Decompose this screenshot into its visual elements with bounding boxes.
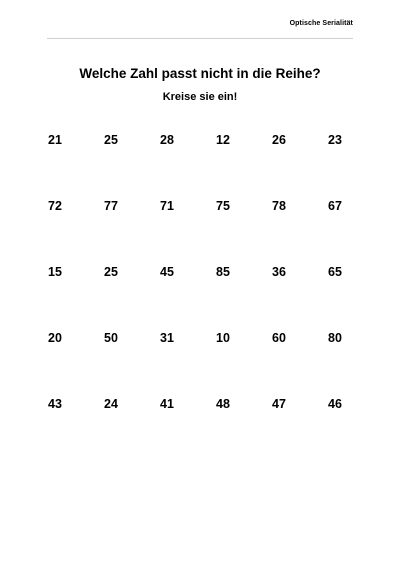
number-cell[interactable]: 71 [160,199,174,213]
number-cell[interactable]: 60 [272,331,286,345]
number-cell[interactable]: 77 [104,199,118,213]
number-cell[interactable]: 45 [160,265,174,279]
number-cell[interactable]: 41 [160,397,174,411]
number-cell[interactable]: 36 [272,265,286,279]
number-cell[interactable]: 67 [328,199,342,213]
number-cell[interactable]: 12 [216,133,230,147]
number-grid [0,132,400,462]
number-cell[interactable]: 10 [216,331,230,345]
number-row-1 [0,132,400,198]
number-cell[interactable]: 78 [272,199,286,213]
number-cell[interactable]: 85 [216,265,230,279]
header-divider [47,38,353,39]
number-cell[interactable]: 80 [328,331,342,345]
number-cell[interactable]: 75 [216,199,230,213]
number-cell[interactable]: 46 [328,397,342,411]
number-cell[interactable]: 48 [216,397,230,411]
task-instruction: Kreise sie ein! [162,91,238,103]
number-row-4 [0,330,400,396]
header-label: Optische Serialität [289,20,353,27]
number-cell[interactable]: 47 [272,397,286,411]
number-cell[interactable]: 25 [104,133,118,147]
number-cell[interactable]: 50 [104,331,118,345]
number-cell[interactable]: 65 [328,265,342,279]
number-row-2 [0,198,400,264]
number-cell[interactable]: 31 [160,331,174,345]
number-cell[interactable]: 21 [48,133,62,147]
number-cell[interactable]: 28 [160,133,174,147]
number-cell[interactable]: 24 [104,397,118,411]
number-cell[interactable]: 25 [104,265,118,279]
number-cell[interactable]: 15 [48,265,62,279]
task-title: Welche Zahl passt nicht in die Reihe? [79,66,321,81]
number-cell[interactable]: 26 [272,133,286,147]
number-row-3 [0,264,400,330]
number-row-5 [0,396,400,462]
number-cell[interactable]: 20 [48,331,62,345]
number-cell[interactable]: 23 [328,133,342,147]
number-cell[interactable]: 72 [48,199,62,213]
number-cell[interactable]: 43 [48,397,62,411]
